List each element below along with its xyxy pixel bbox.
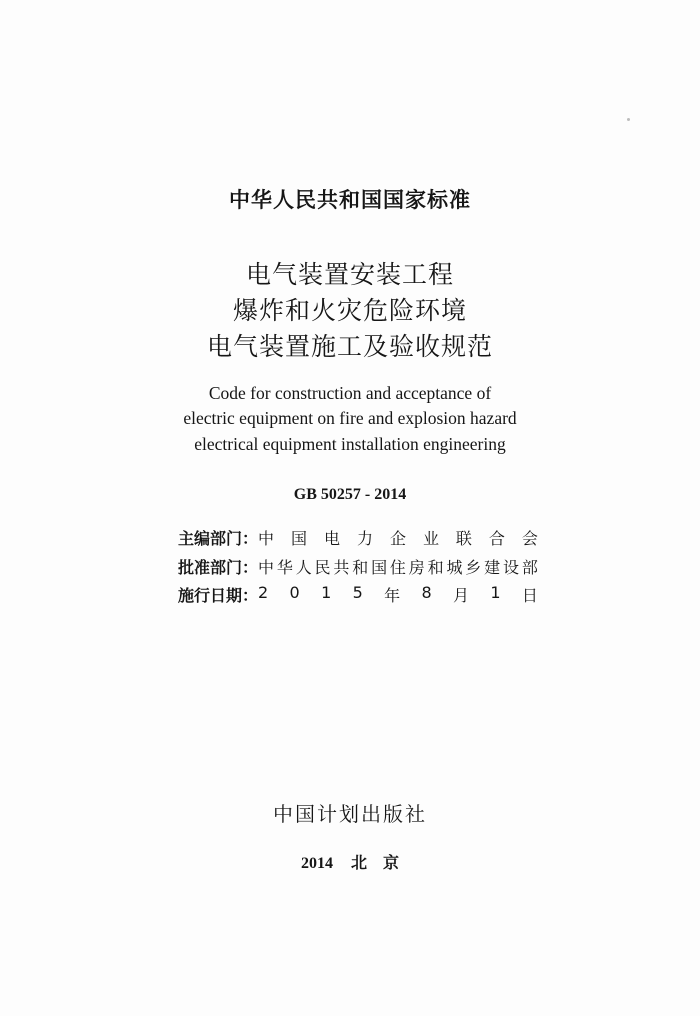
effective-date-label: 施行日期： bbox=[178, 586, 259, 605]
standard-type: 中华人民共和国国家标准 bbox=[229, 188, 471, 212]
scan-speck bbox=[627, 118, 630, 121]
title-cn-line-2: 爆炸和火灾危险环境 bbox=[232, 296, 467, 325]
approver-row bbox=[178, 555, 538, 578]
publisher-name: 中国计划出版社 bbox=[273, 802, 427, 826]
approver-label: 批准部门： bbox=[178, 558, 259, 577]
approver-value: 中 华 人 民 共 和 国 住 房 和 城 乡 建 设 部 bbox=[258, 558, 538, 577]
chief-editor-label: 主编部门： bbox=[178, 529, 259, 548]
title-en-line-2: electric equipment on fire and explosion hazard bbox=[183, 408, 517, 428]
publication-city: 北 京 bbox=[350, 855, 400, 872]
effective-date-row bbox=[178, 583, 538, 606]
publication-place bbox=[0, 850, 700, 873]
effective-date-value: 2 0 1 5 年 8 月 1 日 bbox=[258, 583, 538, 605]
title-en-line-1: Code for construction and acceptance of bbox=[208, 383, 492, 403]
standard-code: GB 50257 - 2014 bbox=[293, 486, 407, 503]
title-cn-line-3: 电气装置施工及验收规范 bbox=[206, 332, 493, 361]
title-en-line-3: electrical equipment installation engineering bbox=[194, 434, 506, 454]
title-cn-line-1: 电气装置安装工程 bbox=[245, 260, 454, 289]
publication-year: 2014 bbox=[300, 855, 333, 872]
chief-editor-value: 中 国 电 力 企 业 联 合 会 bbox=[258, 529, 538, 548]
chief-editor-row bbox=[178, 526, 538, 549]
